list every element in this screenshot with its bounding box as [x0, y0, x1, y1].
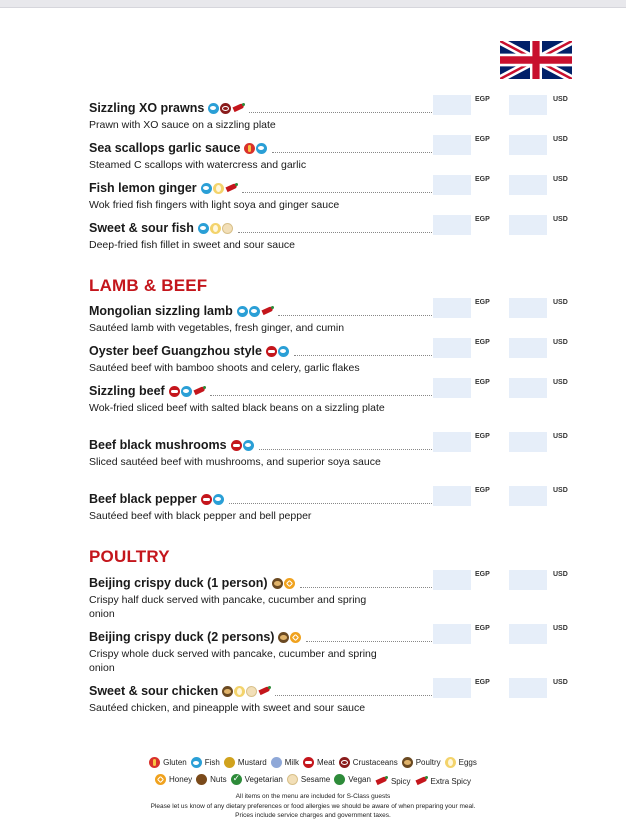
allergen-icons: [244, 143, 268, 154]
price-field-usd: [509, 338, 547, 358]
legend-label: Vegan: [348, 775, 371, 784]
vegetarian-icon: [231, 774, 242, 785]
crustaceans-icon: [339, 757, 350, 768]
eggs-icon: [213, 183, 224, 194]
nuts-icon: [196, 774, 207, 785]
poultry-icon: [278, 632, 289, 643]
menu-item: [89, 176, 626, 213]
legend-label: Vegetarian: [244, 775, 283, 784]
dot-leader: [229, 494, 432, 504]
currency-label-usd: USD: [553, 487, 568, 494]
fish-icon: [256, 143, 267, 154]
legend-label: Meat: [316, 758, 335, 767]
spicy-icon: [233, 104, 245, 112]
item-description: Sautéed chicken, and pineapple with sweet and sour sauce: [89, 702, 366, 714]
meat-icon: [266, 346, 277, 357]
price-field-usd: [509, 624, 547, 644]
currency-label-egp: EGP: [475, 487, 490, 494]
currency-label-usd: USD: [553, 216, 568, 223]
currency-label-egp: EGP: [475, 216, 490, 223]
item-description: Wok-fried sliced beef with salted black beans on a sizzling plate: [89, 402, 385, 414]
note-line-1: All items on the menu are included for S-Class guests: [235, 793, 391, 800]
fish-icon: [213, 494, 224, 505]
legend-label: Sesame: [300, 775, 331, 784]
poultry-icon: [272, 578, 283, 589]
legend-label: Eggs: [458, 758, 477, 767]
currency-label-egp: EGP: [475, 339, 490, 346]
spicy-icon: [262, 307, 274, 315]
spicy-icon: [226, 184, 238, 192]
currency-label-usd: USD: [553, 176, 568, 183]
item-title-line: [89, 630, 434, 644]
price-field-egp: [433, 298, 471, 318]
item-name: Sizzling XO prawns: [89, 101, 205, 115]
item-description: Crispy whole duck served with pancake, cucumber and spring onion: [89, 648, 377, 674]
item-name-row: [89, 679, 626, 700]
item-name-row: [89, 96, 626, 117]
legend-label: Mustard: [237, 758, 267, 767]
item-description: Prawn with XO sauce on a sizzling plate: [89, 119, 276, 131]
price-field-egp: [433, 432, 471, 452]
currency-label-usd: USD: [553, 96, 568, 103]
menu-item: [89, 433, 626, 470]
legend-item: [339, 757, 398, 768]
honey-icon: [284, 578, 295, 589]
price-field-usd: [509, 135, 547, 155]
currency-label-egp: EGP: [475, 379, 490, 386]
item-title-line: [89, 221, 434, 235]
poultry-icon: [222, 686, 233, 697]
item-title-line: [89, 384, 434, 398]
allergen-icons: [237, 306, 274, 317]
honey-icon: [155, 774, 166, 785]
dot-leader: [259, 440, 432, 450]
item-title-line: [89, 304, 434, 318]
currency-label-usd: USD: [553, 299, 568, 306]
item-description: Sautéed beef with black pepper and bell pepper: [89, 510, 312, 522]
price-field-usd: [509, 175, 547, 195]
item-description: Wok fried fish fingers with light soya and ginger sauce: [89, 199, 340, 211]
currency-label-egp: EGP: [475, 679, 490, 686]
allergen-legend-row-1: [0, 757, 626, 770]
legend-label: Extra Spicy: [430, 776, 471, 786]
currency-label-egp: EGP: [475, 136, 490, 143]
currency-label-usd: USD: [553, 379, 568, 386]
meat-icon: [201, 494, 212, 505]
item-title-line: [89, 101, 434, 115]
price-field-usd: [509, 95, 547, 115]
item-name: Mongolian sizzling lamb: [89, 304, 233, 318]
uk-flag-icon[interactable]: [500, 41, 572, 79]
price-field-usd: [509, 378, 547, 398]
fish-icon: [198, 223, 209, 234]
mustard-icon: [224, 757, 235, 768]
item-name-row: [89, 176, 626, 197]
allergen-icons: [198, 223, 234, 234]
currency-label-egp: EGP: [475, 433, 490, 440]
dot-leader: [278, 306, 432, 316]
allergen-icons: [201, 183, 238, 194]
menu-item: [89, 679, 626, 716]
item-description: Sliced sautéed beef with mushrooms, and superior soya sauce: [89, 456, 381, 468]
item-name: Sweet & sour chicken: [89, 684, 219, 698]
fish-icon: [181, 386, 192, 397]
currency-label-egp: EGP: [475, 299, 490, 306]
dot-leader: [249, 103, 432, 113]
note-line-3: Prices include service charges and government taxes.: [235, 812, 391, 819]
item-name-row: [89, 379, 626, 400]
item-name: Sea scallops garlic sauce: [89, 141, 241, 155]
item-name-row: [89, 433, 626, 454]
dot-leader: [306, 632, 432, 642]
item-name-row: [89, 136, 626, 157]
item-title-line: [89, 684, 434, 698]
price-field-egp: [433, 378, 471, 398]
legend-item: [303, 757, 335, 768]
item-name-row: [89, 339, 626, 360]
allergen-icons: [278, 632, 302, 643]
price-field-egp: [433, 678, 471, 698]
currency-label-usd: USD: [553, 625, 568, 632]
item-description: Sautéed lamb with vegetables, fresh ginger, and cumin: [89, 322, 345, 334]
gluten-icon: [149, 757, 160, 768]
legend-label: Gluten: [163, 758, 187, 767]
gluten-icon: [244, 143, 255, 154]
item-name: Fish lemon ginger: [89, 181, 197, 195]
note-line-2: Please let us know of any dietary preferences or food allergies we should be aware of when preparing your meal.: [150, 802, 476, 810]
poultry-icon: [402, 757, 413, 768]
price-field-egp: [433, 570, 471, 590]
fish-icon: [237, 306, 248, 317]
eggs-icon: [210, 223, 221, 234]
legend-item: [415, 777, 471, 786]
price-field-egp: [433, 338, 471, 358]
currency-label-egp: EGP: [475, 625, 490, 632]
legend-label: Fish: [204, 758, 220, 767]
fish-icon: [191, 757, 202, 768]
price-field-egp: [433, 486, 471, 506]
vegan-icon: [334, 774, 345, 785]
menu-item: [89, 487, 626, 524]
allergen-icons: [169, 386, 206, 397]
menu-item: [89, 571, 626, 621]
price-field-egp: [433, 215, 471, 235]
dot-leader: [210, 386, 432, 396]
menu-item: [89, 96, 626, 133]
fish-icon: [249, 306, 260, 317]
item-name: Sizzling beef: [89, 384, 165, 398]
sesame-icon: [246, 686, 257, 697]
price-field-usd: [509, 432, 547, 452]
allergen-icons: [231, 440, 255, 451]
fish-icon: [201, 183, 212, 194]
menu-item: [89, 379, 626, 416]
meat-icon: [169, 386, 180, 397]
allergen-icons: [201, 494, 225, 505]
menu-item: [89, 136, 626, 173]
item-name: Beijing crispy duck (1 person): [89, 576, 268, 590]
item-name: Sweet & sour fish: [89, 221, 194, 235]
item-name-row: [89, 487, 626, 508]
sesame-icon: [287, 774, 298, 785]
allergen-icons: [208, 103, 245, 114]
dot-leader: [272, 143, 432, 153]
price-field-usd: [509, 298, 547, 318]
legend-label: Poultry: [415, 758, 441, 767]
legend-item: [287, 774, 330, 785]
item-title-line: [89, 344, 434, 358]
currency-label-usd: USD: [553, 339, 568, 346]
fish-icon: [208, 103, 219, 114]
meat-icon: [303, 757, 314, 768]
legend-item: [375, 777, 411, 786]
item-description: Crispy half duck served with pancake, cucumber and spring onion: [89, 594, 367, 620]
legend-item: [149, 757, 187, 768]
spicy-icon: [194, 387, 206, 395]
legend-label: Nuts: [210, 775, 227, 784]
item-title-line: [89, 492, 434, 506]
item-title-line: [89, 141, 434, 155]
sesame-icon: [222, 223, 233, 234]
crustaceans-icon: [220, 103, 231, 114]
eggs-icon: [234, 686, 245, 697]
menu-notes: [0, 792, 626, 821]
menu-item: [89, 339, 626, 376]
menu-item: [89, 216, 626, 253]
milk-icon: [271, 757, 282, 768]
currency-label-usd: USD: [553, 679, 568, 686]
dot-leader: [275, 686, 432, 696]
price-field-usd: [509, 570, 547, 590]
price-field-usd: [509, 215, 547, 235]
legend-item: [231, 774, 283, 785]
legend-item: [196, 774, 226, 785]
dot-leader: [294, 346, 432, 356]
eggs-icon: [445, 757, 456, 768]
meat-icon: [231, 440, 242, 451]
currency-label-egp: EGP: [475, 571, 490, 578]
section-title-lamb-beef: LAMB & BEEF: [89, 276, 208, 295]
currency-label-egp: EGP: [475, 176, 490, 183]
price-field-egp: [433, 175, 471, 195]
menu-item: [89, 299, 626, 336]
extra-spicy-icon: [416, 777, 428, 785]
item-name: Beef black pepper: [89, 492, 197, 506]
allergen-icons: [272, 578, 296, 589]
price-field-egp: [433, 135, 471, 155]
allergen-legend-row-2: [0, 774, 626, 787]
fish-icon: [278, 346, 289, 357]
item-title-line: [89, 181, 434, 195]
menu-item: [89, 625, 626, 675]
allergen-icons: [266, 346, 290, 357]
top-bar: [0, 0, 626, 8]
dot-leader: [242, 183, 432, 193]
allergen-icons: [222, 686, 271, 697]
legend-label: Spicy: [390, 776, 411, 786]
currency-label-usd: USD: [553, 433, 568, 440]
spicy-icon: [259, 687, 271, 695]
fish-icon: [243, 440, 254, 451]
price-field-usd: [509, 678, 547, 698]
item-name-row: [89, 299, 626, 320]
spicy-icon: [376, 777, 388, 785]
price-field-usd: [509, 486, 547, 506]
item-name-row: [89, 216, 626, 237]
legend-item: [334, 774, 371, 785]
honey-icon: [290, 632, 301, 643]
legend-label: Milk: [284, 758, 299, 767]
currency-label-usd: USD: [553, 136, 568, 143]
section-title-poultry: POULTRY: [89, 547, 170, 566]
price-field-egp: [433, 624, 471, 644]
legend-label: Crustaceans: [352, 758, 398, 767]
dot-leader: [238, 223, 432, 233]
item-name: Oyster beef Guangzhou style: [89, 344, 262, 358]
item-description: Deep-fried fish fillet in sweet and sour sauce: [89, 239, 296, 251]
legend-item: [445, 757, 477, 768]
legend-item: [271, 757, 299, 768]
item-name: Beijing crispy duck (2 persons): [89, 630, 275, 644]
currency-label-usd: USD: [553, 571, 568, 578]
item-description: Sautéed beef with bamboo shoots and celery, garlic flakes: [89, 362, 360, 374]
price-field-egp: [433, 95, 471, 115]
item-name: Beef black mushrooms: [89, 438, 227, 452]
item-description: Steamed C scallops with watercress and garlic: [89, 159, 307, 171]
legend-item: [224, 757, 267, 768]
item-title-line: [89, 576, 434, 590]
legend-label: Honey: [169, 775, 193, 784]
legend-item: [155, 774, 192, 785]
item-name-row: [89, 625, 626, 646]
legend-item: [402, 757, 441, 768]
dot-leader: [300, 578, 432, 588]
item-name-row: [89, 571, 626, 592]
currency-label-egp: EGP: [475, 96, 490, 103]
item-title-line: [89, 438, 434, 452]
legend-item: [191, 757, 220, 768]
